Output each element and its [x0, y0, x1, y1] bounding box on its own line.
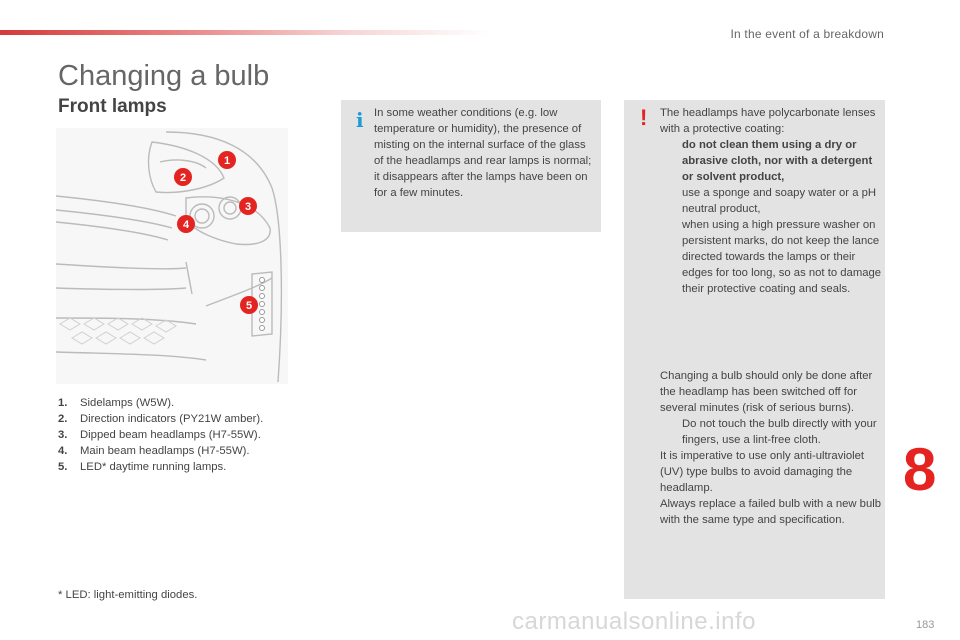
chapter-number: 8: [903, 436, 937, 503]
svg-text:1: 1: [223, 155, 231, 167]
callout-3: [239, 197, 257, 215]
section-subtitle: Front lamps: [58, 96, 167, 117]
page-title: Changing a bulb: [58, 60, 270, 92]
info-icon: i: [356, 108, 364, 132]
warning-icon: !: [640, 105, 648, 130]
warning-bulb-text: [660, 368, 882, 528]
info-box: [341, 100, 601, 232]
section-header: In the event of a breakdown: [730, 27, 884, 41]
callout-5: [240, 296, 258, 314]
svg-text:3: 3: [244, 201, 252, 213]
callout-4: [177, 215, 195, 233]
list-item: 5. LED* daytime running lamps.: [58, 461, 227, 473]
svg-text:5: 5: [245, 300, 253, 312]
callout-2: [174, 168, 192, 186]
warning-box: [624, 100, 885, 599]
list-item: Do not touch the bulb directly with your fingers, use a lint-free cloth.: [682, 418, 877, 446]
footnote: * LED: light-emitting diodes.: [58, 589, 198, 601]
warning-p2: Changing a bulb should only be done after the headlamp has been switched off for several minutes (risk of serious burns).: [660, 370, 873, 414]
callout-1: [218, 151, 236, 169]
svg-text:2: 2: [179, 172, 187, 184]
bulb-list: [58, 395, 263, 475]
page-number: 183: [916, 619, 935, 631]
warning-intro: The headlamps have polycarbonate lenses with a protective coating:: [660, 107, 876, 135]
info-text: In some weather conditions (e.g. low temperature or humidity), the presence of misting on the internal surface of the glass of the headlamps and rear lamps is normal; it disappears after the lamps have been on for a few minutes.: [374, 107, 592, 199]
warning-p3: It is imperative to use only anti-ultraviolet (UV) type bulbs to avoid damaging the headlamp.: [660, 450, 865, 494]
list-item: 3. Dipped beam headlamps (H7-55W).: [58, 429, 261, 441]
header-accent-bar: [0, 30, 490, 35]
list-item: 2. Direction indicators (PY21W amber).: [58, 413, 264, 425]
list-item: use a sponge and soapy water or a pH neutral product,: [682, 187, 877, 215]
list-item: 1. Sidelamps (W5W).: [58, 397, 175, 409]
watermark: carmanualsonline.info: [512, 608, 756, 635]
list-item: when using a high pressure washer on persistent marks, do not keep the lance directed towards the lamps or their edges for too long, so as not to damage their protective coating and seals.: [682, 219, 882, 295]
list-item: 4. Main beam headlamps (H7-55W).: [58, 445, 250, 457]
svg-text:4: 4: [182, 219, 190, 231]
list-item: do not clean them using a dry or abrasive cloth, nor with a detergent or solvent product,: [682, 139, 873, 183]
warning-p4: Always replace a failed bulb with a new bulb with the same type and specification.: [660, 498, 882, 526]
front-lamps-diagram: [56, 128, 288, 384]
warning-coating-text: [660, 105, 882, 297]
